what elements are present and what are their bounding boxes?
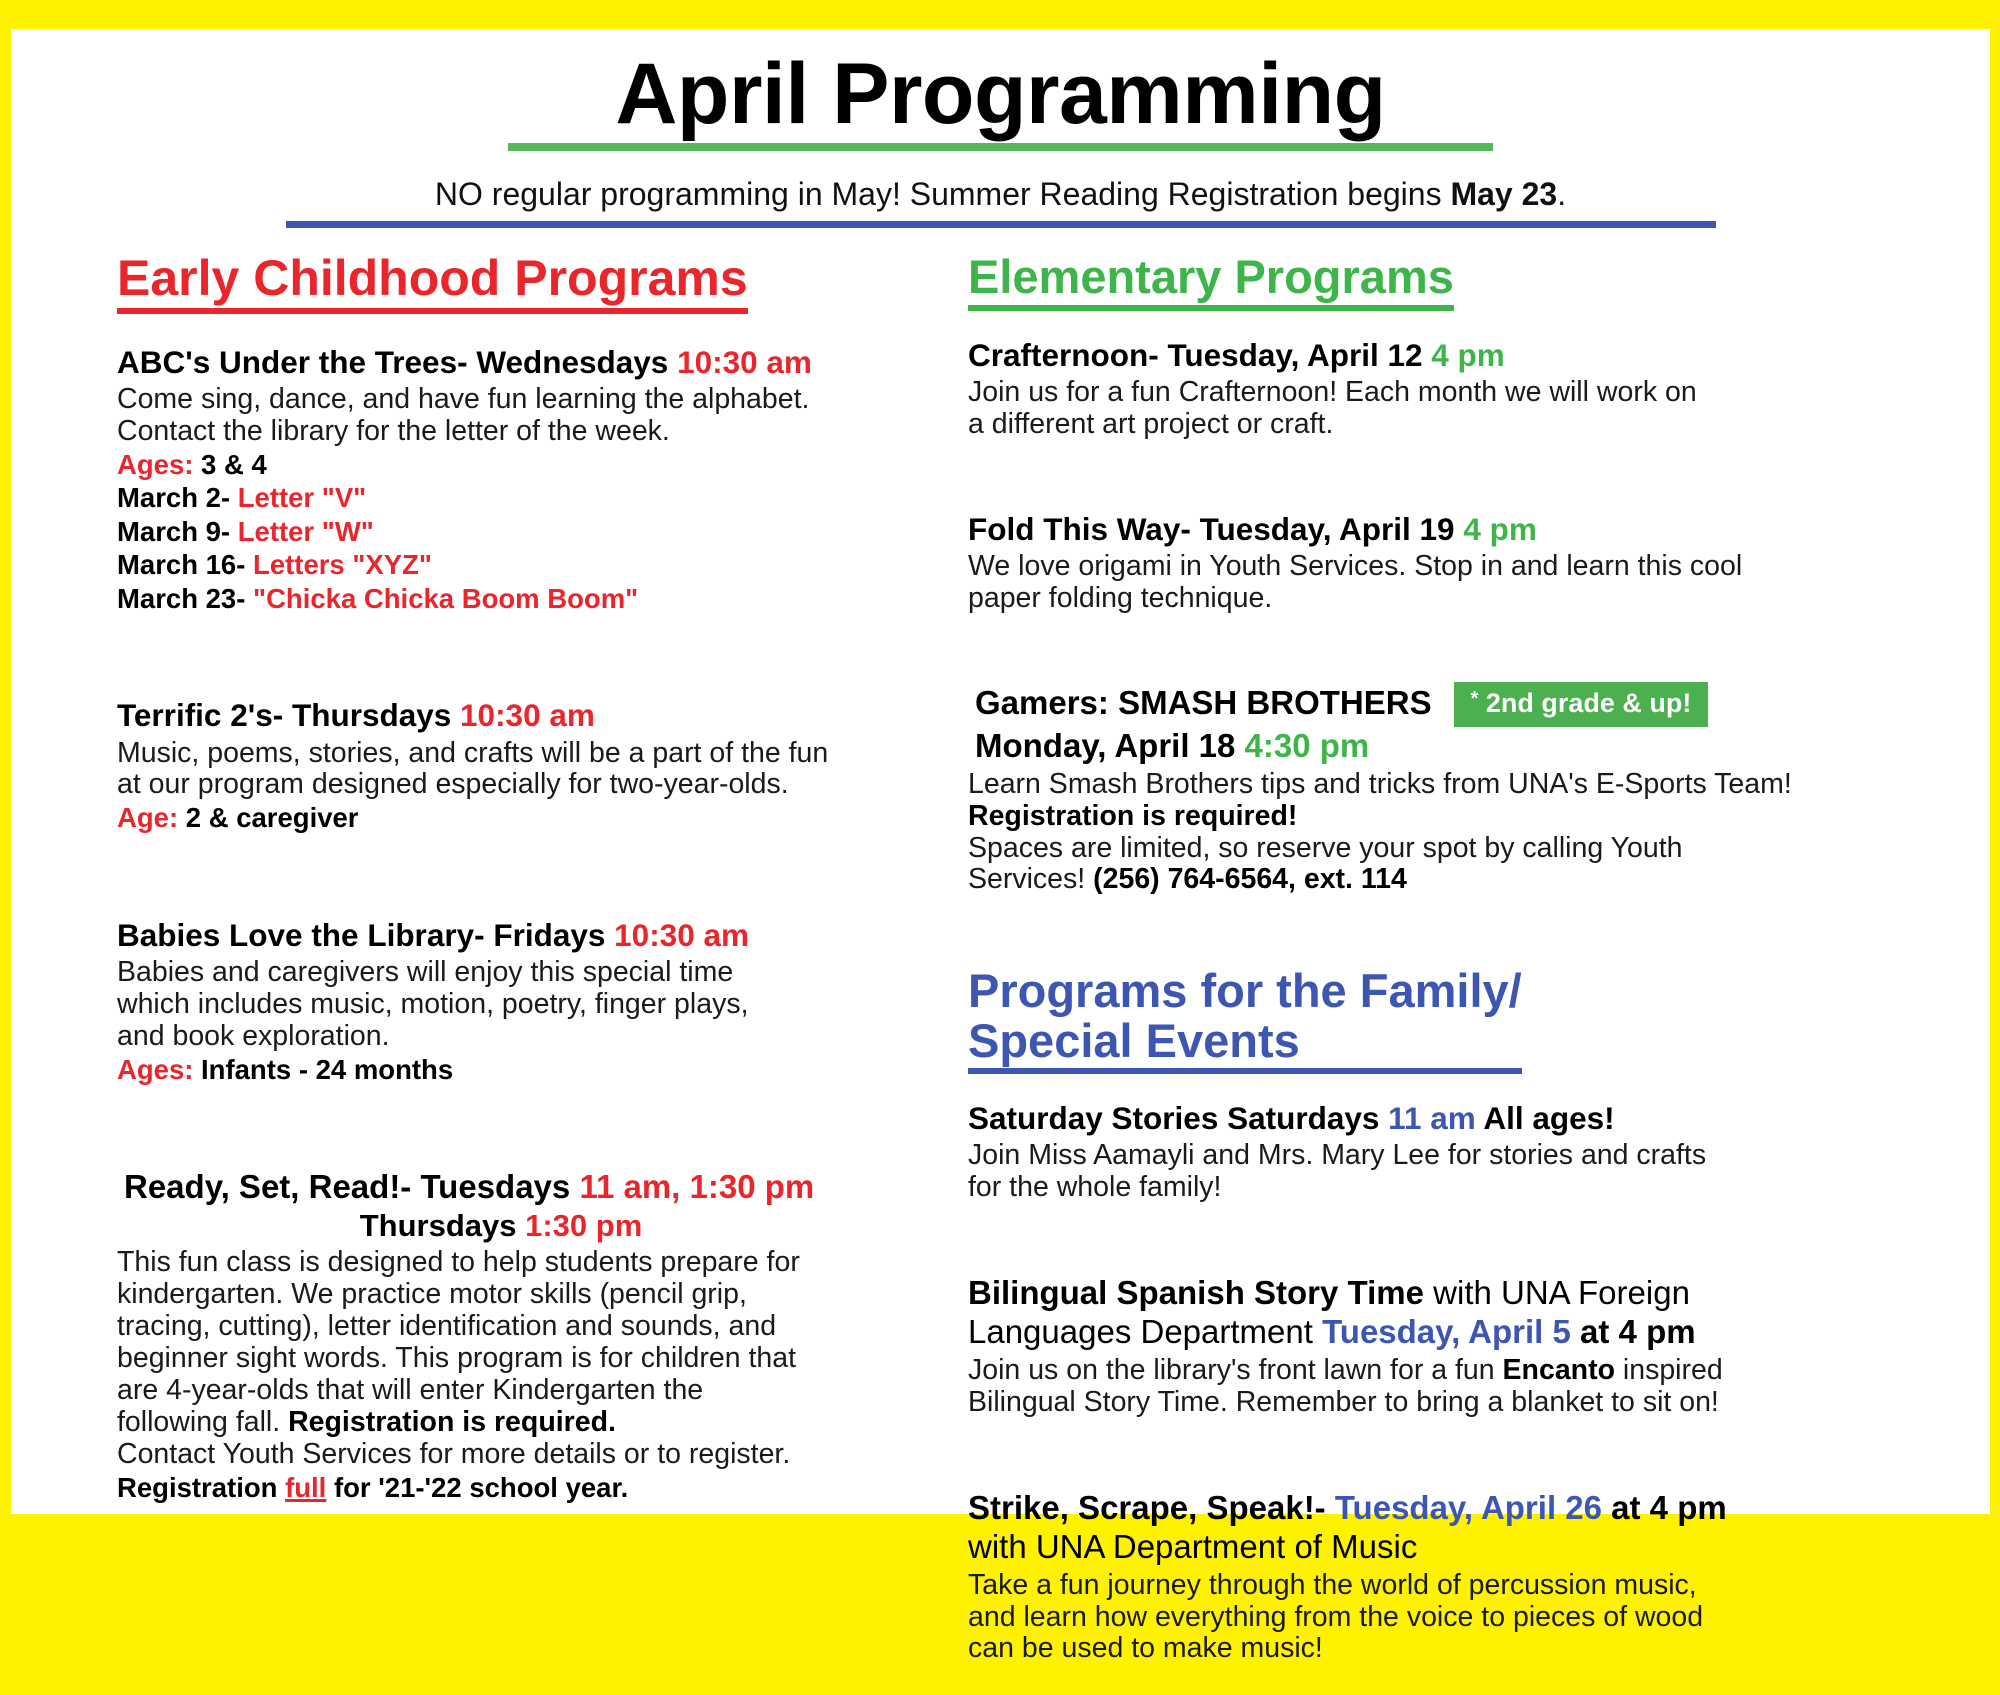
subtitle-prefix: NO regular programming in May! Summer Reading Registration begins (434, 176, 1451, 212)
section-heading-elementary: Elementary Programs (968, 252, 1454, 310)
spacer (117, 645, 941, 697)
program-date: Tuesday, April 26 (1334, 1488, 1602, 1526)
program-description (117, 957, 941, 1053)
program-title-text: Strike, Scrape, Speak!- (968, 1488, 1335, 1526)
schedule-date: March 23- (117, 582, 254, 614)
description-text: Join us on the library's front lawn for a fun (968, 1353, 1503, 1386)
description-line: Spaces are limited, so reserve your spot by calling Youth (968, 831, 1683, 864)
program-strike-scrape-speak (968, 1489, 1981, 1666)
schedule-date: March 9- (117, 515, 238, 547)
ages-label: Ages: (117, 1053, 194, 1085)
elementary-and-family-column (941, 252, 1981, 1695)
program-title-text: Babies Love the Library- Fridays (117, 916, 615, 953)
program-ready-set-read (117, 1168, 941, 1504)
program-date-line (968, 727, 1981, 766)
program-time: at 4 pm (1602, 1488, 1727, 1526)
program-title (117, 344, 941, 381)
program-crafternoon (968, 337, 1981, 441)
program-audience: All ages! (1475, 1100, 1615, 1137)
program-time: 10:30 am (460, 697, 595, 734)
registration-required-note: Registration is required! (968, 799, 1298, 832)
program-title (968, 337, 1981, 374)
program-terrific-twos (117, 697, 941, 835)
program-description (968, 1355, 1981, 1419)
description-line: Take a fun journey through the world of percussion music, (968, 1568, 1697, 1601)
schedule-letter: Letter "V" (237, 482, 367, 514)
program-description (968, 769, 1981, 897)
description-line: Come sing, dance, and have fun learning the alphabet. (117, 382, 810, 415)
program-babies-love-the-library (117, 917, 941, 1086)
ages-value: 2 & caregiver (178, 802, 359, 834)
header (11, 29, 1990, 228)
description-line: beginner sight words. This program is for children that (117, 1342, 797, 1375)
program-description (117, 1247, 941, 1470)
program-ages (117, 1053, 941, 1087)
program-partner: with UNA Department of Music (968, 1527, 1418, 1565)
registration-required-note: Registration is required. (288, 1405, 616, 1438)
description-line (968, 864, 1981, 896)
registration-post: for '21-'22 school year. (326, 1471, 629, 1503)
spacer (968, 1234, 1981, 1274)
description-line: We love origami in Youth Services. Stop in and learn this cool (968, 549, 1743, 582)
title-underline-rule (508, 143, 1493, 151)
program-title-row (968, 684, 1981, 726)
spacer (968, 926, 1981, 966)
description-line: kindergarten. We practice motor skills (pencil grip, (117, 1278, 747, 1311)
spacer (968, 644, 1981, 684)
schedule-letter: Letters "XYZ" (253, 549, 432, 581)
program-time: 11 am (1388, 1100, 1476, 1137)
program-title (968, 1489, 1981, 1528)
program-partner-cont: Languages Department (968, 1312, 1323, 1350)
program-date: Tuesday, April 5 (1322, 1312, 1571, 1350)
program-title-text: Terrific 2's- Thursdays (117, 697, 461, 734)
description-line: at our program designed especially for two-year-olds. (117, 768, 789, 801)
program-title (117, 917, 941, 954)
program-description (117, 738, 941, 802)
program-title (968, 1100, 1981, 1137)
subtitle-suffix: . (1557, 176, 1567, 212)
schedule-row (117, 515, 941, 549)
program-date: Monday, April 18 (975, 726, 1245, 764)
asterisk-icon: * (1470, 688, 1479, 711)
ages-label: Ages: (117, 448, 194, 480)
program-abcs-under-the-trees (117, 344, 941, 616)
program-title (968, 1274, 1981, 1313)
program-title (117, 1168, 941, 1207)
secondary-time: 1:30 pm (525, 1208, 643, 1244)
program-bilingual-spanish-story-time (968, 1274, 1981, 1419)
schedule-row (117, 582, 941, 616)
spacer (117, 865, 941, 917)
program-ages (117, 448, 941, 482)
program-title-text: Saturday Stories Saturdays (968, 1100, 1389, 1137)
program-time: 4 pm (1463, 510, 1537, 547)
program-fold-this-way (968, 511, 1981, 615)
program-partner: with UNA Foreign (1423, 1274, 1690, 1312)
description-line: can be used to make music! (968, 1632, 1323, 1665)
ages-value: 3 & 4 (193, 448, 267, 480)
description-line: and book exploration. (117, 1019, 390, 1052)
schedule-letter: Letter "W" (237, 515, 374, 547)
registration-pre: Registration (117, 1471, 286, 1503)
description-text: inspired (1614, 1353, 1723, 1386)
schedule-date: March 2- (117, 482, 238, 514)
description-text: following fall. (117, 1405, 289, 1438)
program-time: at 4 pm (1570, 1312, 1696, 1350)
flyer-page (11, 29, 1990, 1665)
registration-status (117, 1471, 941, 1505)
description-line: Bilingual Story Time. Remember to bring a blanket to sit on! (968, 1385, 1719, 1418)
program-title-text: Crafternoon- Tuesday, April 12 (968, 336, 1432, 373)
early-childhood-column (11, 252, 941, 1534)
ages-label: Age: (117, 802, 179, 834)
description-text: Services! (968, 863, 1094, 896)
program-time: 4:30 pm (1244, 726, 1370, 764)
program-title (968, 511, 1981, 548)
description-line: Babies and caregivers will enjoy this special time (117, 956, 734, 989)
description-line: tracing, cutting), letter identification and sounds, and (117, 1310, 777, 1343)
ages-value: Infants - 24 months (193, 1053, 454, 1085)
program-title-text: Bilingual Spanish Story Time (968, 1274, 1424, 1312)
schedule-row (117, 548, 941, 582)
phone-number[interactable]: (256) 764-6564, ext. 114 (1093, 863, 1407, 896)
description-line (117, 1407, 941, 1439)
section-heading-line-1: Programs for the Family/ (968, 964, 1522, 1018)
program-title-secondary (117, 1207, 941, 1244)
description-line: Join Miss Aamayli and Mrs. Mary Lee for stories and crafts (968, 1139, 1707, 1172)
description-line: This fun class is designed to help students prepare for (117, 1246, 800, 1279)
description-line: Contact Youth Services for more details or to register. (117, 1437, 791, 1470)
program-time: 4 pm (1431, 336, 1505, 373)
content-columns (11, 228, 1990, 1695)
schedule-date: March 16- (117, 549, 254, 581)
program-title (117, 697, 941, 734)
schedule-row (117, 481, 941, 515)
description-line: Join us for a fun Crafternoon! Each month we will work on (968, 375, 1697, 408)
theme-title: Encanto (1502, 1353, 1615, 1386)
program-title-line-2 (968, 1313, 1981, 1352)
program-saturday-stories (968, 1100, 1981, 1204)
program-description (968, 551, 1981, 615)
program-description (968, 377, 1981, 441)
grade-restriction-badge (1454, 682, 1709, 726)
program-gamers-smash-brothers (968, 684, 1981, 896)
subtitle-underline-rule (286, 221, 1716, 228)
description-line: which includes music, motion, poetry, finger plays, (117, 987, 749, 1020)
section-heading-line-2: Special Events (968, 1013, 1300, 1067)
registration-full-flag: full (285, 1471, 327, 1503)
header-subtitle (11, 177, 1990, 212)
program-time: 10:30 am (677, 343, 812, 380)
description-line: for the whole family! (968, 1171, 1222, 1204)
description-line: Contact the library for the letter of the week. (117, 414, 670, 447)
badge-text: 2nd grade & up! (1478, 688, 1692, 719)
section-heading-early-childhood: Early Childhood Programs (117, 252, 748, 314)
program-title-text: Fold This Way- Tuesday, April 19 (968, 510, 1464, 547)
description-line: a different art project or craft. (968, 407, 1334, 440)
program-time: 10:30 am (614, 916, 750, 953)
program-title: Gamers: SMASH BROTHERS (975, 684, 1432, 722)
program-time: 11 am, 1:30 pm (579, 1168, 815, 1206)
program-title-text: Ready, Set, Read!- Tuesdays (124, 1168, 580, 1206)
section-heading-family-special-events (968, 966, 1522, 1074)
spacer (117, 1116, 941, 1168)
program-description (968, 1140, 1981, 1204)
program-ages (117, 801, 941, 835)
program-description (117, 384, 941, 448)
description-line: Learn Smash Brothers tips and tricks from UNA's E-Sports Team! (968, 767, 1792, 800)
schedule-letter: "Chicka Chicka Boom Boom" (253, 582, 639, 614)
description-line (968, 1355, 1981, 1387)
description-line: are 4-year-olds that will enter Kindergarten the (117, 1374, 704, 1407)
program-title-text: ABC's Under the Trees- Wednesdays (117, 343, 678, 380)
description-line (968, 801, 1981, 833)
description-line: paper folding technique. (968, 581, 1273, 614)
program-description (968, 1570, 1981, 1666)
description-line: Music, poems, stories, and crafts will be a part of the fun (117, 736, 829, 769)
spacer (968, 1449, 1981, 1489)
spacer (968, 471, 1981, 511)
description-line: and learn how everything from the voice to pieces of wood (968, 1600, 1704, 1633)
page-title: April Programming (615, 46, 1386, 142)
secondary-day: Thursdays (359, 1208, 526, 1244)
subtitle-date: May 23 (1450, 176, 1558, 212)
